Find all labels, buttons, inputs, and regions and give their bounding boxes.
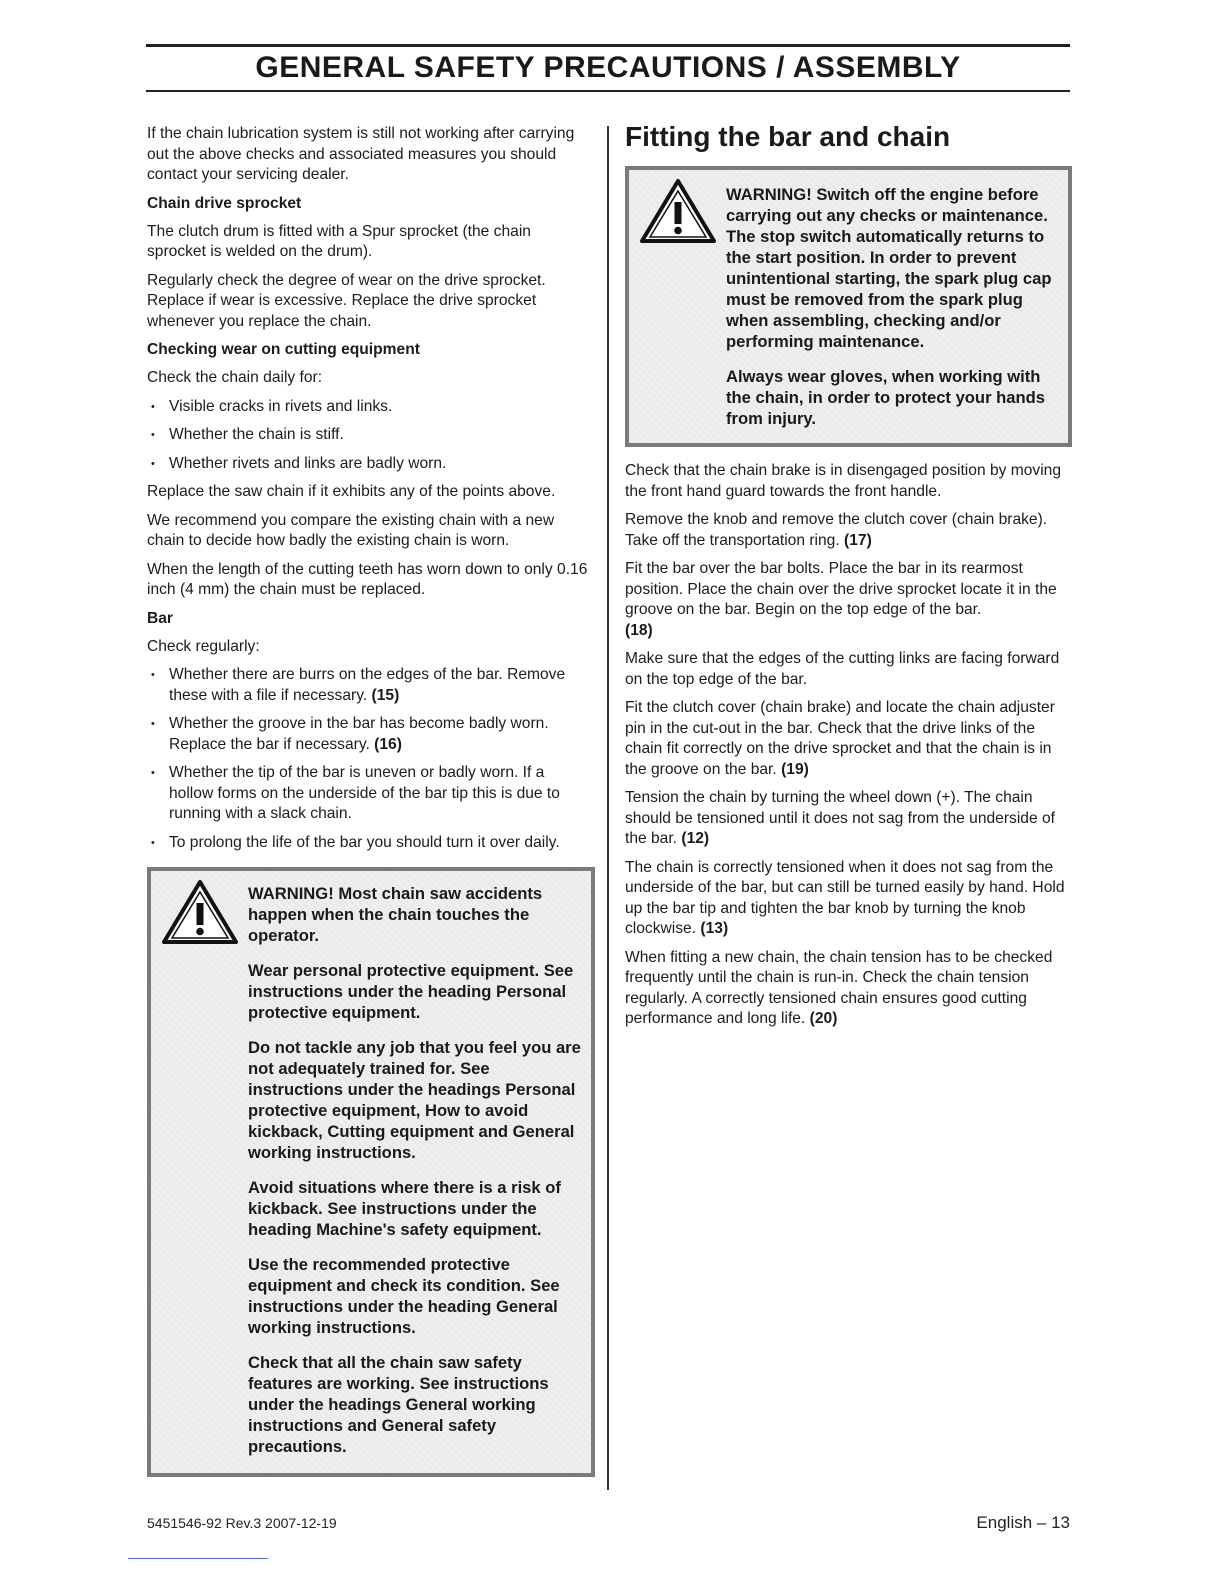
bar-item-2-text: Whether the groove in the bar has become badly worn. Replace the bar if necessary.	[169, 715, 549, 753]
list-item: • Whether the tip of the bar is uneven or badly worn. If a hollow forms on the underside of the bar tip this is due to running with a slack chain.	[147, 763, 591, 825]
bar-item-1-text: Whether there are burrs on the edges of the bar. Remove these with a file if necessary.	[169, 666, 566, 704]
list-item	[147, 665, 591, 706]
fit-paragraph-3-text: Fit the bar over the bar bolts. Place the bar in its rearmost position. Place the chain over the drive sprocket locate it in the groove on the bar. Begin on the top edge of the bar.	[625, 560, 1057, 618]
sprocket-heading: Chain drive sprocket	[147, 194, 302, 212]
warning-line: Wear personal protective equipment. See instructions under the heading Personal protective equipment.	[248, 961, 574, 1022]
warning-text	[726, 184, 1060, 429]
warning-triangle-icon	[639, 178, 717, 244]
footer-underline	[128, 1558, 268, 1559]
fit-paragraph-2	[625, 510, 1070, 551]
intro-paragraph: If the chain lubrication system is still not working after carrying out the above checks and associated measures you should contact your servicing dealer.	[147, 125, 575, 183]
sprocket-paragraph-1: The clutch drum is fitted with a Spur sprocket (the chain sprocket is welded on the drum).	[147, 222, 531, 260]
wear-list	[147, 397, 591, 475]
sprocket-paragraph-2: Regularly check the degree of wear on the drive sprocket. Replace if wear is excessive. Replace the drive sprocket whenever you replace the chain.	[147, 271, 546, 330]
figure-ref: (15)	[371, 686, 400, 704]
warning-line: WARNING! Switch off the engine before carrying out any checks or maintenance. The stop switch automatically returns to the start position. In order to prevent unintentional starting, the spark plug cap must be removed from the spark plug when assembling, checking and/or performing maintenance.	[726, 185, 1052, 351]
warning-line: Do not tackle any job that you feel you are not adequately trained for. See instructions under the headings Personal protective equipment, How to avoid kickback, Cutting equipment and General working instructions.	[248, 1038, 581, 1162]
section-title: Fitting the bar and chain	[625, 121, 951, 152]
fit-paragraph-1: Check that the chain brake is in disengaged position by moving the front hand guard towards the front handle.	[625, 462, 1062, 500]
figure-ref: (20)	[809, 1010, 838, 1027]
wear-heading: Checking wear on cutting equipment	[147, 341, 420, 358]
bar-intro: Check regularly:	[147, 637, 260, 655]
list-item: • Visible cracks in rivets and links.	[147, 397, 591, 418]
warning-line: Check that all the chain saw safety features are working. See instructions under the headings General working instructions and General safety precautions.	[248, 1353, 549, 1456]
fit-paragraph-8-text: When fitting a new chain, the chain tension has to be checked frequently until the chain is run-in. Check the chain tension regularly. A correctly tensioned chain ensures good cutting performance and long life.	[625, 948, 1053, 1027]
figure-ref: (16)	[374, 735, 402, 753]
warning-text	[248, 883, 583, 1457]
list-item: • Whether the chain is stiff.	[147, 425, 591, 446]
warning-box-accidents	[147, 867, 595, 1477]
fit-paragraph-7	[625, 858, 1070, 940]
fit-paragraph-2-text: Remove the knob and remove the clutch cover (chain brake). Take off the transportation ring.	[625, 511, 1048, 549]
fit-paragraph-3	[625, 559, 1070, 641]
warning-box-engine	[625, 166, 1072, 447]
header-rule-top	[146, 44, 1070, 47]
warning-triangle-icon	[161, 879, 239, 945]
figure-ref: (17)	[844, 531, 872, 549]
wear-paragraph-1: Replace the saw chain if it exhibits any of the points above.	[147, 483, 556, 500]
warning-line: Avoid situations where there is a risk of kickback. See instructions under the heading Machine's safety equipment.	[248, 1178, 561, 1239]
bar-list	[147, 665, 591, 853]
page-title: GENERAL SAFETY PRECAUTIONS / ASSEMBLY	[255, 51, 961, 84]
fit-paragraph-7-text: The chain is correctly tensioned when it does not sag from the underside of the bar, but can still be turned easily by hand. Hold up the bar tip and tighten the bar knob by turning the knob clockwise.	[625, 858, 1065, 937]
figure-ref: (13)	[700, 920, 729, 937]
bar-heading: Bar	[147, 609, 174, 627]
wear-paragraph-2: We recommend you compare the existing chain with a new chain to decide how badly the existing chain is worn.	[147, 511, 555, 549]
warning-line: Use the recommended protective equipment and check its condition. See instructions under the heading General working instructions.	[248, 1255, 560, 1337]
right-column	[625, 120, 1070, 1038]
fit-paragraph-6-text: Tension the chain by turning the wheel down (+). The chain should be tensioned until it does not sag from the underside of the bar.	[625, 789, 1055, 847]
document-number: 5451546-92 Rev.3 2007-12-19	[147, 1515, 337, 1531]
wear-intro: Check the chain daily for:	[147, 369, 323, 386]
figure-ref: (18)	[625, 621, 653, 639]
list-item: • To prolong the life of the bar you should turn it over daily.	[147, 833, 591, 854]
warning-line: WARNING! Most chain saw accidents happen when the chain touches the operator.	[248, 884, 543, 945]
list-item	[147, 714, 591, 755]
fit-paragraph-6	[625, 788, 1070, 850]
figure-ref: (19)	[781, 760, 809, 778]
fit-paragraph-5	[625, 698, 1070, 780]
page-number: English – 13	[976, 1513, 1070, 1532]
figure-ref: (12)	[681, 830, 710, 847]
fit-paragraph-5-text: Fit the clutch cover (chain brake) and locate the chain adjuster pin in the cut-out in the bar. Check that the drive links of the chain fit correctly on the drive sprocket and that the chain is in the groove on the bar.	[625, 699, 1055, 778]
fit-paragraph-4: Make sure that the edges of the cutting links are facing forward on the top edge of the bar.	[625, 650, 1060, 688]
left-column	[147, 124, 591, 1477]
column-divider	[607, 126, 609, 1490]
list-item: • Whether rivets and links are badly worn.	[147, 454, 591, 475]
header-rule-bottom	[146, 90, 1070, 92]
warning-line: Always wear gloves, when working with the chain, in order to protect your hands from injury.	[726, 367, 1046, 428]
fit-paragraph-8	[625, 948, 1070, 1030]
wear-paragraph-3: When the length of the cutting teeth has worn down to only 0.16 inch (4 mm) the chain must be replaced.	[147, 560, 588, 598]
